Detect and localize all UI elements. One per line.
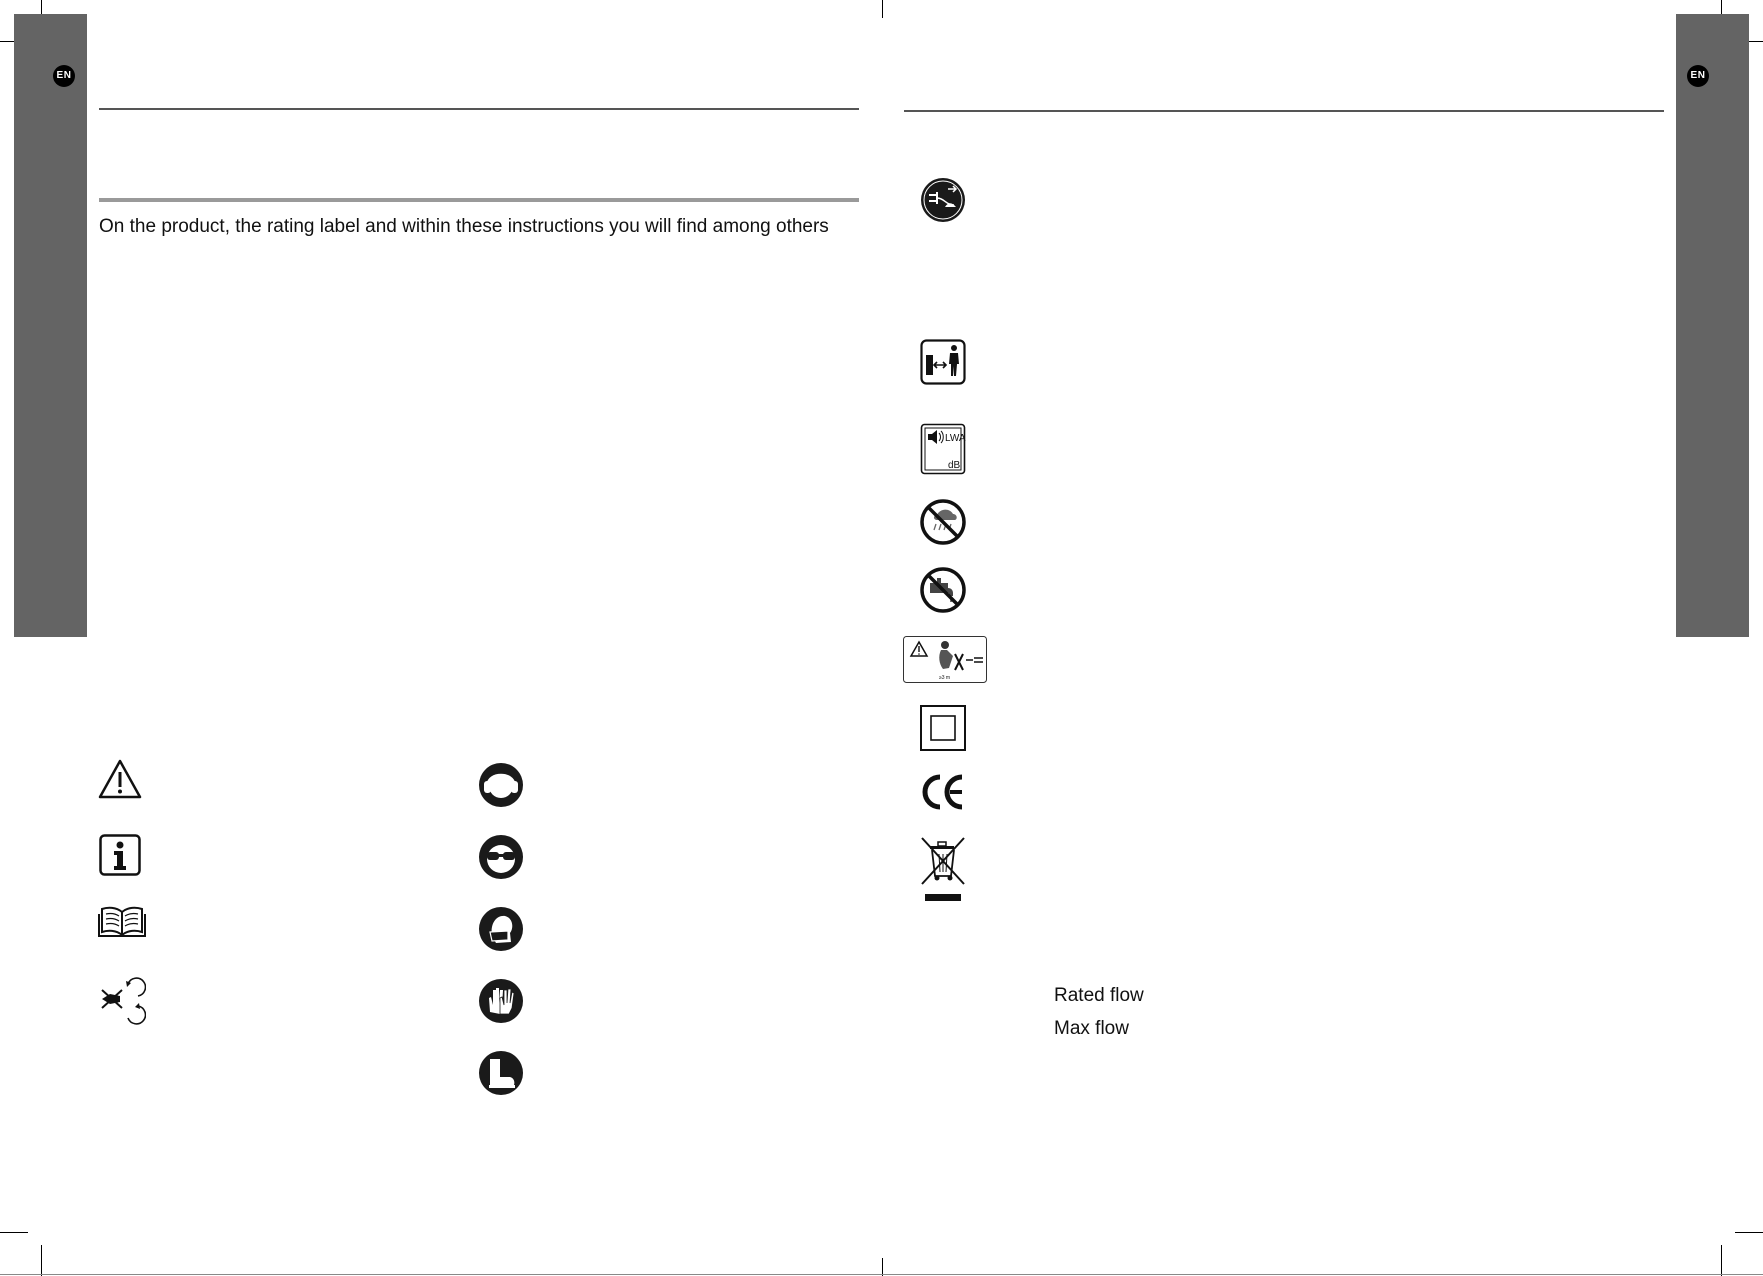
read-manual-icon [98, 904, 146, 938]
left-sidebar-tab [14, 14, 87, 637]
language-badge: EN [1687, 65, 1709, 87]
right-sidebar-tab [1676, 14, 1749, 637]
warning-triangle-icon [98, 758, 142, 800]
moving-parts-hazard-icon [98, 974, 146, 1026]
crop-mark [1721, 1245, 1722, 1276]
crop-mark [1735, 1232, 1763, 1233]
disconnect-plug-icon [920, 177, 966, 223]
language-badge: EN [53, 65, 75, 87]
no-spraying-people-icon [903, 636, 987, 683]
crop-mark [882, 0, 883, 18]
rated-flow-label: Rated flow [1054, 985, 1144, 1006]
ce-mark-icon [920, 772, 966, 812]
information-icon [99, 834, 141, 876]
db-label: dB [948, 460, 961, 471]
no-water-tap-icon [920, 567, 966, 613]
intro-paragraph: On the product, the rating label and within these instructions you will find among others [99, 216, 829, 237]
sound-power-level-icon [920, 423, 966, 475]
header-rule [99, 108, 859, 110]
safety-boots-icon [478, 1050, 524, 1096]
svg-text:≥3 m: ≥3 m [939, 675, 951, 681]
weee-crossed-bin-icon [920, 836, 966, 904]
header-rule [904, 110, 1664, 112]
class-ii-double-insulation-icon [920, 705, 966, 751]
no-rain-icon [920, 499, 966, 545]
section-rule [99, 198, 859, 202]
crop-mark [0, 1232, 28, 1233]
lwa-label: LWA [945, 433, 966, 444]
ear-protection-icon [478, 762, 524, 808]
eye-protection-icon [478, 834, 524, 880]
protective-gloves-icon [478, 978, 524, 1024]
dust-mask-icon [478, 906, 524, 952]
keep-distance-icon [920, 339, 966, 385]
max-flow-label: Max flow [1054, 1018, 1129, 1039]
page-bottom-line [0, 1274, 1763, 1275]
crop-mark [41, 1245, 42, 1276]
